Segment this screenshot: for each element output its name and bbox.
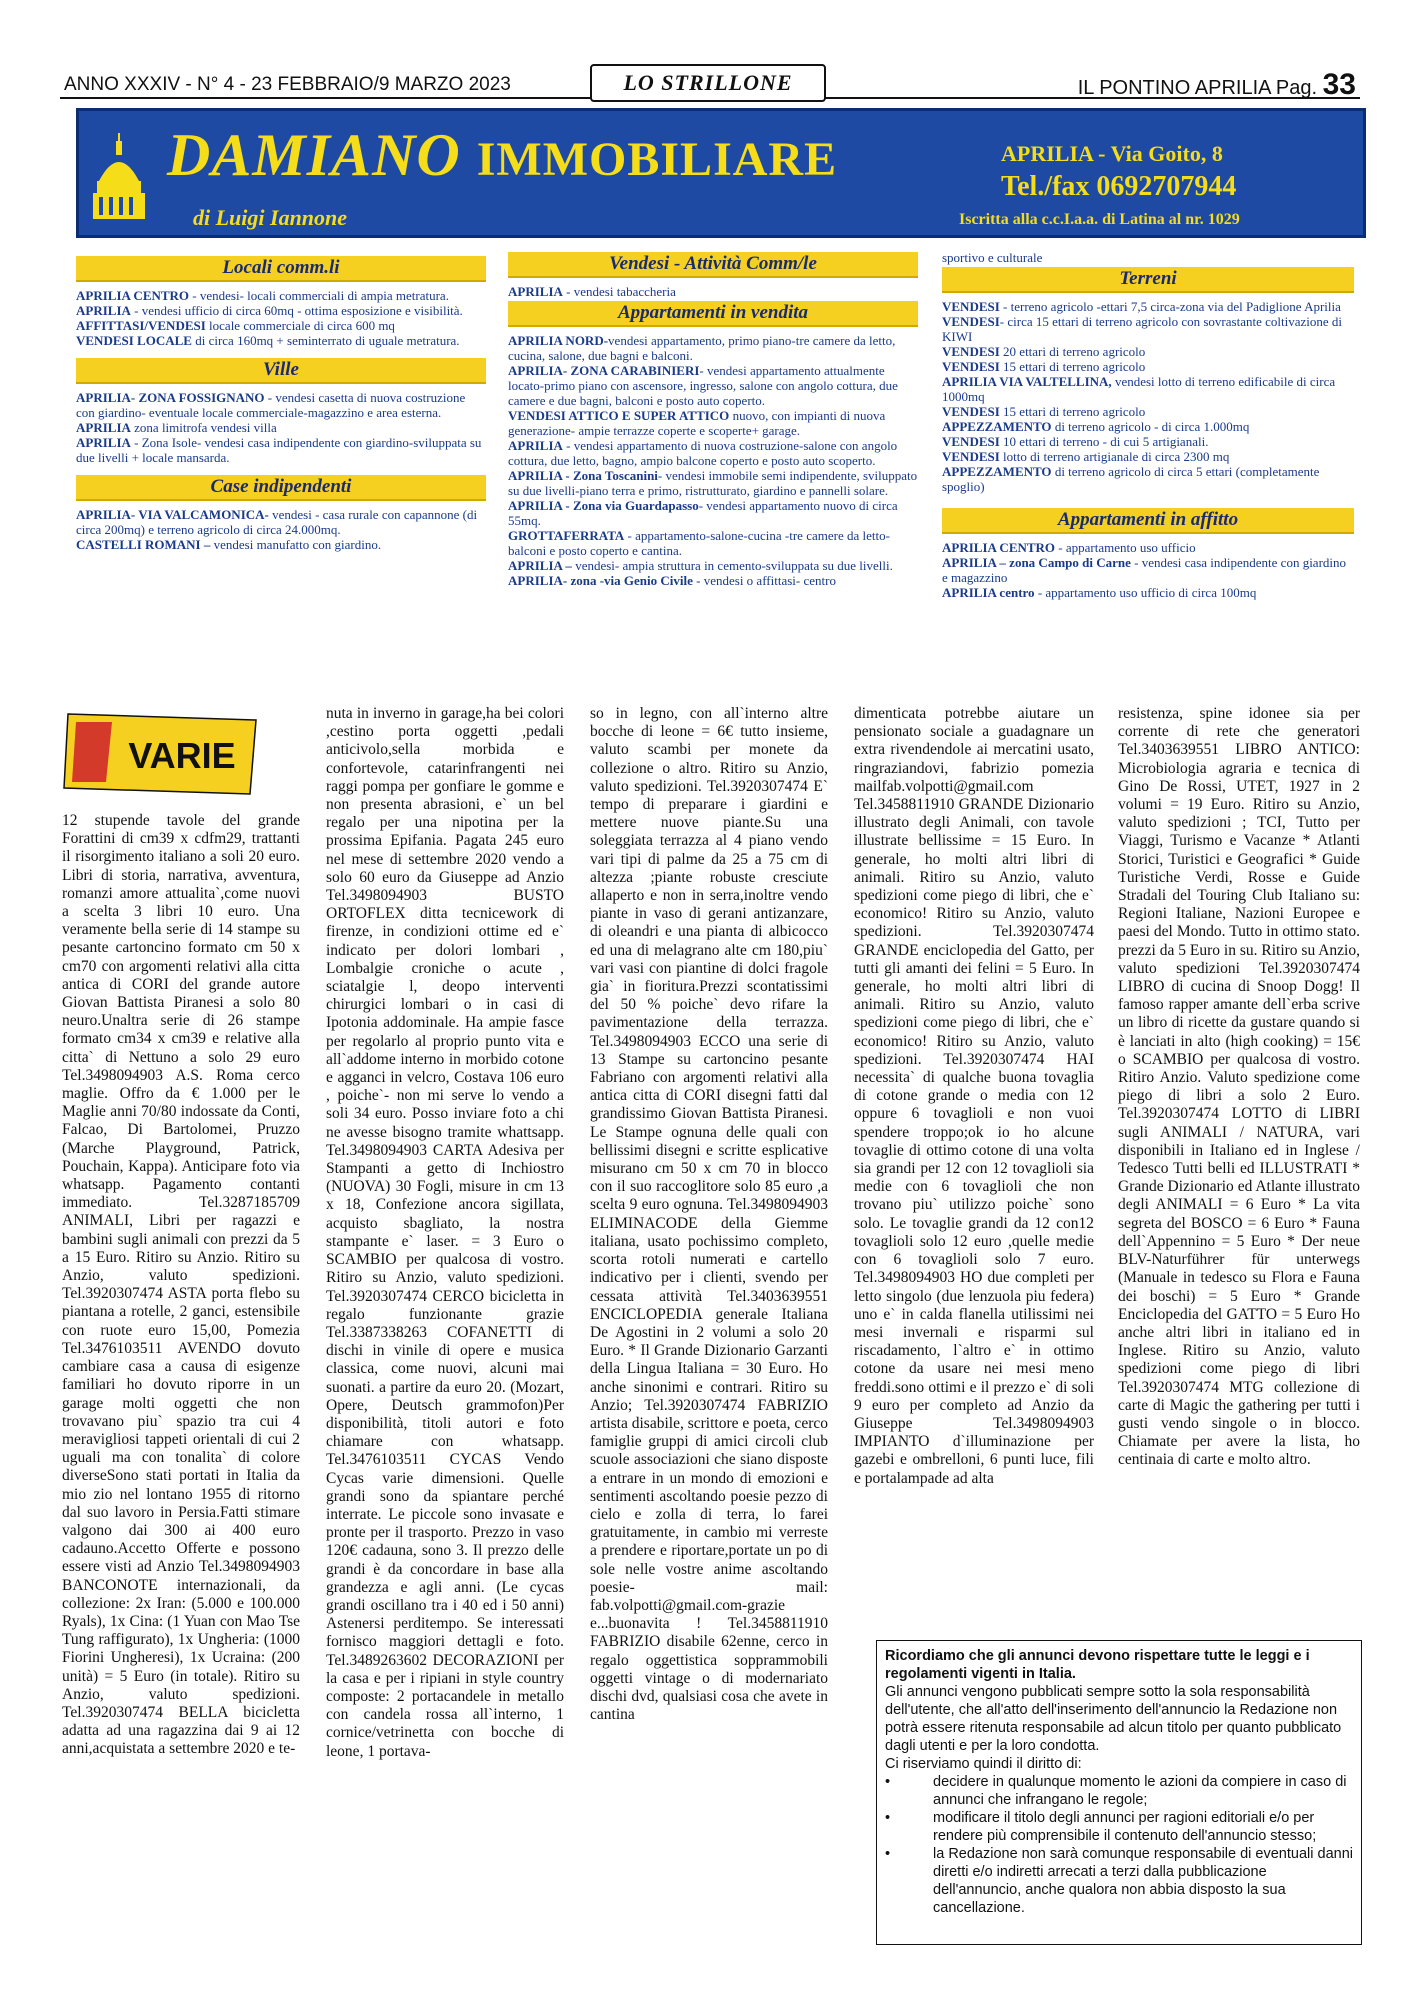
issue-info: ANNO XXXIV - N° 4 - 23 FEBBRAIO/9 MARZO 2023 — [64, 74, 511, 95]
ad-item-heading: APRILIA - Zona Toscanini — [508, 468, 658, 483]
ad-item-text: - vendesi appartamento nuovo di circa 55mq. — [508, 498, 898, 528]
ad-item-text: lotto di terreno artigianale di circa 2300 mq — [999, 449, 1230, 464]
ad-item — [76, 318, 486, 333]
section-ville: Ville — [76, 358, 486, 384]
varie-badge — [62, 710, 262, 798]
banner-registration: Iscritta alla c.c.I.a.a. di Latina al nr. 1029 — [959, 211, 1240, 228]
ad-item-text: - Zona Isole- vendesi casa indipendente con giardino-sviluppata su due livelli + locale mansarda. — [76, 435, 482, 465]
varie-text-4: dimenticata potrebbe aiutare un pensionato sociale a guadagnare un extra rivendendole ai mercatini usato, ringraziandovi, fabrizio pomezia mailfab.volpotti@gmail.com Tel.3458811910 GRANDE Dizionario illustrato degli Animali, con tavole illustrate bellissime = 15 Euro. In generale, ho molti altri libri di animali. Ritiro su Anzio, valuto spedizioni come piego di libri, che e` economico! Ritiro su Anzio, valuto spedizioni. Tel.3920307474 GRANDE enciclopedia del Gatto, per tutti gli amanti dei felini = 5 Euro. In generale, ho molti altri libri di animali. Ritiro su Anzio, valuto spedizioni come piego di libri, che e` economico! Ritiro su Anzio, valuto spedizioni. Tel.3920307474 HAI necessita` di qualche buona tovaglia di cotone grande o media con 12 oppure 6 tovaglioli e non vuoi spendere troppo;ok io ho alcune tovaglie di ottimo cotone di una volta sia grandi per 12 con 12 tovaglioli sia medie con 6 tovaglioli che non trovano piu` utilizzo poiche` sono solo. Le tovaglie grandi da 12 con12 tovaglioli solo 12 euro ,quelle medie con 6 tovaglioli solo 7 euro. Tel.3498094903 HO due completi per letto singolo (due lenzuola piu federa) uno e` in calda flanella utilissimi nei mesi invernali e risparmi sul riscadamento, l`altro e` in ottimo cotone da usare nei mesi meno freddi.sono ottimi e il prezzo e` di soli 9 euro per completo ad Anzio da Giuseppe Tel.3498094903 IMPIANTO d`illuminazione per gazebi e ombrelloni, 6 punti luce, fili e portalampade ad alta — [854, 705, 1094, 1487]
notice-bullet — [885, 1845, 1353, 1917]
varie-col-4 — [854, 705, 1094, 1625]
notice-body: Gli annunci vengono pubblicati sempre sotto la sola responsabilità dell'utente, che all'atto dell'inserimento dell'annuncio la Redazione non potrà essere ritenuta responsabile ad alcun titolo per quanto pubblicato dagli utenti e per la loro condotta. — [885, 1684, 1342, 1754]
ad-item-text: - circa 15 ettari di terreno agricolo con sovrastante coltivazione di KIWI — [942, 314, 1342, 344]
ad-item-heading: APRILIA centro — [942, 585, 1035, 600]
ad-item-heading: VENDESI — [942, 359, 1000, 374]
bullet-text: decidere in qualunque momento le azioni da compiere in caso di annunci che infrangano le regole; — [933, 1774, 1347, 1808]
ad-item-heading: VENDESI — [942, 314, 1000, 329]
ad-item-heading: APRILIA — [76, 435, 131, 450]
ad-item-heading: APRILIA — [76, 420, 131, 435]
ad-item-text: - appartamento-salone-cucina -tre camere da letto- balconi e posto coperto e cantina. — [508, 528, 890, 558]
ad-item — [942, 344, 1354, 359]
ad-item-text: 15 ettari di terreno agricolo — [999, 359, 1146, 374]
ad-item — [76, 390, 486, 420]
ad-item — [76, 537, 486, 552]
ad-item — [508, 408, 918, 438]
ad-item-text: - vendesi casetta di nuova costruzione con giardino- eventuale locale commerciale-magazzino e area esterna. — [76, 390, 466, 420]
ad-item-heading: VENDESI ATTICO E SUPER ATTICO — [508, 408, 730, 423]
ad-item-heading: VENDESI — [942, 434, 1000, 449]
banner-title — [167, 121, 837, 190]
ad-item — [508, 363, 918, 408]
list-appartamenti — [508, 333, 918, 588]
banner-name2: IMMOBILIARE — [476, 133, 838, 186]
ad-item-text: 10 ettari di terreno - di cui 5 artigianali. — [999, 434, 1209, 449]
section-appartamenti: Appartamenti in vendita — [508, 301, 918, 327]
ad-item-text: di circa 160mq + seminterrato di uguale metratura. — [191, 333, 460, 348]
ad-item-heading: APRILIA CENTRO — [76, 288, 190, 303]
ad-item — [942, 449, 1354, 464]
rules-notice — [876, 1640, 1362, 1945]
ad-item-text: zona limitrofa vendesi villa — [130, 420, 277, 435]
ad-item-heading: APRILIA- ZONA FOSSIGNANO — [76, 390, 265, 405]
banner-phone: Tel./fax 0692707944 — [1001, 171, 1237, 202]
ad-item — [508, 573, 918, 588]
ad-item — [942, 419, 1354, 434]
section-terreni: Terreni — [942, 267, 1354, 293]
ad-item-text: - appartamento uso ufficio di circa 100mq — [1034, 585, 1257, 600]
ad-item — [942, 434, 1354, 449]
ad-item-heading: APRILIA – zona Campo di Carne — [942, 555, 1131, 570]
bullet-text: la Redazione non sarà comunque responsabile di eventuali danni diretti e/o indiretti arrecati a terzi dalla pubblicazione dell'annuncio, anche qualora non abbia disposto la sua cancellazione. — [933, 1846, 1353, 1916]
ad-item — [508, 333, 918, 363]
ad-item-heading: VENDESI — [942, 344, 1000, 359]
bullet-mark: • — [885, 1846, 891, 1862]
varie-col-1 — [62, 812, 300, 1952]
varie-text-1: 12 stupende tavole del grande Forattini di cm39 x cdfm29, trattanti il risorgimento italiano a soli 20 euro. Libri di storia, narrativa, avventura, romanzi amore attualita`,come nuovi a scelta 3 libri 10 euro. Una veramente bella serie di 14 stampe su pesante cartoncino formato cm 50 x cm70 con argomenti relativi alla citta antica di CORI del grande autore Giovan Battista Piranesi a solo 80 neuro.Unaltra serie di 26 stampe formato cm34 x cm39 e relative alla citta` di Nettuno a solo 29 euro Tel.3498094903 A.S. Roma cerco maglie. Offro da € 1.000 per le Maglie anni 70/80 indossate da Conti, Falcao, Di Bartolomei, Pruzzo (Marche Playground, Patrick, Pouchain, Kappa). Anticipare foto via whatsapp. Pagamento contanti immediato. Tel.3287185709 ANIMALI, Libri per ragazzi e bambini sugli animali con prezzi da 5 a 15 Euro. Ritiro su Anzio. Ritiro su Anzio, valuto spedizioni. Tel.3920307474 ASTA porta flebo su piantana a rotelle, 2 ganci, estensibile con ruote euro 15,00, Pomezia Tel.3476103511 AVENDO dovuto cambiare casa a causa di esigenze familiari ho dovuto riporre in un garage molti oggetti che non trovavano piu` spazio tra cui 4 meravigliosi tappeti orientali di cui 2 uguali ma con tonalita` di colore diverseSono stati portati in Italia da mio zio nel lontano 1955 di ritorno dal suo lavoro in Persia.Fatti stimare valgono dai 300 ai 400 euro cadauno.Accetto Offerte e possono essere visti ad Anzio Tel.3498094903 BANCONOTE internazionali, da collezione: 2x Iran: (5.000 e 100.000 Ryals), 1x Cina: (1 Yuan con Mao Tse Tung raffigurato), 1x Ungheria: (1000 Fiorini Ungheresi), 1x Ucraina: (200 unità) = 5 Euro (in totale). Ritiro su Anzio, valuto spedizioni. Tel.3920307474 BELLA bicicletta adatta ad una ragazzina dai 9 ai 12 anni,acquistata a settembre 2020 e te- — [62, 812, 300, 1758]
list-terreni — [942, 299, 1354, 494]
ad-item-text: di terreno agricolo - di circa 1.000mq — [1051, 419, 1250, 434]
ad-item — [76, 420, 486, 435]
ad-item-heading: APRILIA CENTRO — [942, 540, 1056, 555]
ad-item — [942, 299, 1354, 314]
ad-item-heading: APRILIA - Zona via Guardapasso — [508, 498, 699, 513]
ad-item-text: - vendesi immobile semi indipendente, sviluppato su due livelli-piano terra e primo, ristrutturato, giardino e pannelli solare. — [508, 468, 918, 498]
banner-address: APRILIA - Via Goito, 8 — [1001, 141, 1223, 166]
ad-item-text: vendesi - casa rurale con capannone (di circa 200mq) e terreno agricolo di circa 24.000mq. — [76, 507, 478, 537]
varie-col-5 — [1118, 705, 1360, 1625]
ad-item — [942, 464, 1354, 494]
ad-item — [508, 284, 918, 299]
section-locali: Locali comm.li — [76, 256, 486, 282]
ad-item — [942, 555, 1354, 585]
ad-item-text: locale commerciale di circa 600 mq — [205, 318, 395, 333]
ad-item-heading: APPEZZAMENTO — [942, 419, 1052, 434]
col3-lead: sportivo e culturale — [942, 250, 1043, 265]
bullet-mark: • — [885, 1774, 891, 1790]
varie-col-2 — [326, 705, 564, 1952]
bullet-text: modificare il titolo degli annunci per ragioni editoriali e/o per rendere più comprensibile il contenuto dell'annuncio stesso; — [933, 1810, 1317, 1844]
ad-item-heading: APRILIA- VIA VALCAMONICA- — [76, 507, 269, 522]
ad-item — [942, 404, 1354, 419]
ad-item-text: - vendesi o affittasi- centro — [692, 573, 836, 588]
ad-item — [942, 540, 1354, 555]
list-locali — [76, 288, 486, 348]
list-ville — [76, 390, 486, 465]
ad-item-heading: VENDESI — [942, 449, 1000, 464]
ad-item-text: vendesi- ampia struttura in cemento-sviluppata su due livelli. — [571, 558, 893, 573]
ad-item — [508, 558, 918, 573]
ad-item — [942, 585, 1354, 600]
ad-item-text: - vendesi tabaccheria — [562, 284, 676, 299]
ad-item-heading: APRILIA – — [508, 558, 572, 573]
ad-item — [76, 303, 486, 318]
ad-item-heading: AFFITTASI/VENDESI — [76, 318, 206, 333]
strillone-logo: LO STRILLONE — [590, 64, 826, 102]
ad-item-heading: APRILIA NORD- — [508, 333, 609, 348]
ad-item-text: - vendesi appartamento di nuova costruzione-salone con angolo cottura, due letto, bagno, ampio balcone coperto e posto auto scoperto. — [508, 438, 898, 468]
notice-bullet — [885, 1773, 1353, 1809]
varie-stripe — [72, 722, 112, 782]
damiano-banner — [76, 108, 1366, 238]
ad-item-text: di terreno agricolo di circa 5 ettari (completamente spoglio) — [942, 464, 1320, 494]
section-case: Case indipendenti — [76, 475, 486, 501]
ad-item-text: - vendesi ufficio di circa 60mq - ottima esposizione e visibilità. — [130, 303, 463, 318]
ad-item — [942, 314, 1354, 344]
ad-item-heading: VENDESI — [942, 404, 1000, 419]
ad-item-heading: APRILIA- zona -via Genio Civile — [508, 573, 693, 588]
notice-rights: Ci riserviamo quindi il diritto di: — [885, 1756, 1082, 1772]
dome-icon — [89, 133, 149, 223]
ad-item-text: 15 ettari di terreno agricolo — [999, 404, 1146, 419]
ad-item — [508, 438, 918, 468]
bullet-mark: • — [885, 1810, 891, 1826]
section-affitto: Appartamenti in affitto — [942, 508, 1354, 534]
ad-item — [508, 528, 918, 558]
ad-item-heading: APRILIA — [508, 438, 563, 453]
realestate-col-2 — [508, 250, 918, 588]
ad-item-text: 20 ettari di terreno agricolo — [999, 344, 1146, 359]
ad-item-text: vendesi appartamento, primo piano-tre camere da letto, cucina, salone, due bagni e balconi. — [508, 333, 896, 363]
ad-item-heading: APRILIA- ZONA CARABINIERI — [508, 363, 700, 378]
ad-item — [76, 507, 486, 537]
ad-item-text: vendesi manufatto con giardino. — [210, 537, 382, 552]
page-number: 33 — [1322, 68, 1356, 101]
varie-text-2: nuta in inverno in garage,ha bei colori ,cestino porta oggetti ,pedali anticivolo,sella morbida e confortevole, catarinfrangenti nei raggi pompa per gonfiare le gomme e non presenta abrasioni, e` un bel regalo per una nipotina per la prossima Epifania. Pagata 245 euro nel mese di settembre 2020 vendo a solo 60 euro da Giuseppe ad Anzio Tel.3498094903 BUSTO ORTOFLEX ditta tecnicework di firenze, in condizioni ottime ed e` indicato per dolori lombari , Lombalgie croniche o acute , sciatalgie l, deopo interventi chirurgici lombari o in casi di Ipotonia addominale. Ha ampie fasce per regolarlo al proprio punto vita e all`addome interno in morbido cotone e agganci in velcro, Costava 106 euro , poiche`- non mi serve lo vendo a soli 34 euro. Posso inviare foto a chi ne avesse bisogno tramite whattsapp. Tel.3498094903 CARTA Adesiva per Stampanti a getto di Inchiostro (NUOVA) 30 Fogli, misure in cm 13 x 18, Confezione ancora sigillata, acquisto sbagliato, la nostra stampante e` laser. = 3 Euro o SCAMBIO per qualcosa di vostro. Ritiro su Anzio, valuto spedizioni. Tel.3920307474 CERCO bicicletta in regalo funzionante grazie Tel.3387338263 COFANETTI di dischi in vinile di opere e musica classica, come nuovi, alcuni mai suonati. a partire da euro 20. (Mozart, Opere, Deutsch grammofon)Per disponibilità, titoli autori e foto chiamare con whatsapp. Tel.3476103511 CYCAS Vendo Cycas varie dimensioni. Quelle grandi sono da spiantare perché interrate. Le piccole sono invasate e pronte per il trasporto. Prezzo in vaso 120€ cadauna, sono 3. Il prezzo delle grandi è da concordare in base alla grandezza e agli anni. (Le cycas grandi oscillano tra i 40 ed i 50 anni) Astenersi perditempo. Se interessati fornisco maggiori dettagli e foto. Tel.3489263602 DECORAZIONI per la casa e per i ripiani in style country composte: 2 portacandele in metallo con candela rossa all`interno, 1 cornice/vetrinetta con bocche di leone, 1 portava- — [326, 705, 564, 1760]
banner-owner: di Luigi Iannone — [193, 205, 348, 230]
ad-item-text: vendesi lotto di terreno edificabile di circa 1000mq — [942, 374, 1336, 404]
section-attivita: Vendesi - Attività Comm/le — [508, 252, 918, 278]
ad-item — [76, 435, 486, 465]
ad-item — [942, 374, 1354, 404]
ad-item-heading: GROTTAFERRATA — [508, 528, 625, 543]
ad-item — [508, 498, 918, 528]
notice-bullet — [885, 1809, 1353, 1845]
ad-item-heading: CASTELLI ROMANI – — [76, 537, 211, 552]
ad-item-heading: APRILIA — [76, 303, 131, 318]
ad-item-heading: APPEZZAMENTO — [942, 464, 1052, 479]
ad-item — [508, 468, 918, 498]
ad-item-text: - vendesi- locali commerciali di ampia metratura. — [189, 288, 449, 303]
notice-title: Ricordiamo che gli annunci devono rispettare tutte le leggi e i regolamenti vigenti in Italia. — [885, 1648, 1310, 1682]
list-attivita — [508, 284, 918, 299]
ad-item-text: - terreno agricolo -ettari 7,5 circa-zona via del Padiglione Aprilia — [999, 299, 1341, 314]
list-case — [76, 507, 486, 552]
varie-label: VARIE — [128, 735, 236, 776]
ad-item — [76, 333, 486, 348]
banner-name: DAMIANO — [167, 122, 461, 188]
ad-item-text: - vendesi casa indipendente con giardino e magazzino — [942, 555, 1347, 585]
realestate-col-1 — [76, 254, 486, 552]
ad-item-text: - appartamento uso ufficio — [1055, 540, 1196, 555]
ad-item-heading: VENDESI — [942, 299, 1000, 314]
varie-col-3 — [590, 705, 828, 1952]
ad-item — [942, 359, 1354, 374]
ad-item-heading: APRILIA — [508, 284, 563, 299]
ad-item-text: - vendesi appartamento attualmente locato-primo piano con ascensore, ingresso, salone con angolo cottura, due camere e due bagni, balconi e posto auto coperto. — [508, 363, 898, 408]
ad-item — [76, 288, 486, 303]
varie-text-3: so in legno, con all`interno altre bocche di leone = 6€ tutto insieme, valuto scambi per monete da collezione o altro. Ritiro su Anzio, valuto spedizioni. Tel.3920307474 E` tempo di preparare i giardini e mettere nuove piante.Su una soleggiata terrazza al 4 piano vendo vari tipi di palme da 25 a 75 cm di altezza ;piante robuste cresciute allaperto e non in serra,inoltre vendo piante in vaso di gerani antizanzare, di oleandri e una pianta di albicocco ed una di melagrano alte cm 180,piu` vari vasi con piantine di dolci fragole gia` in fioritura.Prezzi scontatissimi del 50 % poiche` devo rifare la pavimentazione della terrazza. Tel.3498094903 ECCO una serie di 13 Stampe su cartoncino pesante Fabriano con argomenti relativi alla antica citta di CORI disegni fatti dal grandissimo Giovan Battista Piranesi. Le Stampe ognuna delle quali con bellissimi disegni e scritte esplicative misurano cm 50 x cm 70 in blocco con il suo raccoglitore solo 85 euro ,a scelta 9 euro ognuna. Tel.3498094903 ELIMINACODE della Giemme italiana, usato pochissimo completo, scorta rotoli numerati e cartello indicativo per i clienti, svendo per cessata attività Tel.3403639551 ENCICLOPEDIA generale Italiana De Agostini in 2 volumi a solo 20 Euro. * Il Grande Dizionario Garzanti della Lingua Italiana = 30 Euro. Ho anche sinonimi e contrari. Ritiro su Anzio; Tel.3920307474 FABRIZIO artista disabile, scrittore e poeta, cerco famiglie gruppi di amici circoli club scuole associazioni che siano disposte a entrare in un mondo di emozioni e sentimenti ascoltando poesie pezzo di cielo e zolla di terra, lo farei gratuitamente, in cambio mi verreste a prendere e riportare,portate un po di sole nelle vostre anime ascoltando poesie- mail: fab.volpotti@gmail.com-grazie e...buonavita ! Tel.3458811910 FABRIZIO disabile 62enne, cerco in regalo oggettistica sopprammobili oggetti vintage o di modernariato dischi dvd, qualsiasi cosa che avete in cantina — [590, 705, 828, 1724]
realestate-col-3 — [942, 250, 1354, 600]
list-affitto — [942, 540, 1354, 600]
ad-item-heading: VENDESI LOCALE — [76, 333, 192, 348]
ad-item-text: nuovo, con impianti di nuova generazione- ampie terrazze coperte e scoperte+ garage. — [508, 408, 886, 438]
varie-text-5: resistenza, spine idonee sia per corrente di rete che generatori Tel.3403639551 LIBRO ANTICO: Microbiologia agraria e tecnica di Gino De Rossi, UTET, 1927 in 2 volumi = 19 Euro. Ritiro su Anzio, valuto spedizioni ; TCI, Tutto per Viaggi, Turismo e Vacanze * Atlanti Storici, Turistici e Geografici * Guide Turistiche Verdi, Rosse e Guide Stradali del Touring Club Italiano su: Regioni Italiane, Nazioni Europee e paesi del Mondo. Tutto in ottimo stato. prezzi da 5 Euro in su. Ritiro su Anzio, valuto spedizioni Tel.3920307474 LIBRO di cucina di Snoop Dogg! Il famoso rapper amante dell`erba scrive un libro di ricette da gustare quando si è lanciati in alto (high cooking) = 15€ o SCAMBIO per qualcosa di vostro. Ritiro Anzio. Valuto spedizione come piego di libri a solo 2 Euro. Tel.3920307474 LOTTO di LIBRI sugli ANIMALI / NATURA, vari disponibili in Italiano ed in Inglese / Tedesco Tutti belli ed ILLUSTRATI * Grande Dizionario ed Atlante illustrato degli ANIMALI = 6 Euro * La vita segreta del BOSCO = 6 Euro * Fauna dell`Appennino = 5 Euro * Der neue BLV-Naturführer für unterwegs (Manuale in tedesco su Flora e Fauna dei boschi) = 5 Euro * Grande Enciclopedia del GATTO = 5 Euro Ho anche altri libri in italiano ed in Inglese. Ritiro su Anzio, valuto spedizioni come piego di libri Tel.3920307474 MTG collezione di carte di Magic the gathering per tutti i gusti vendo singole o in blocco. Chiamate per avere la lista, ho centinaia di carte e molto altro. — [1118, 705, 1360, 1469]
paper-name: IL PONTINO APRILIA Pag. — [1077, 77, 1318, 99]
ad-item-heading: APRILIA VIA VALTELLINA, — [942, 374, 1112, 389]
